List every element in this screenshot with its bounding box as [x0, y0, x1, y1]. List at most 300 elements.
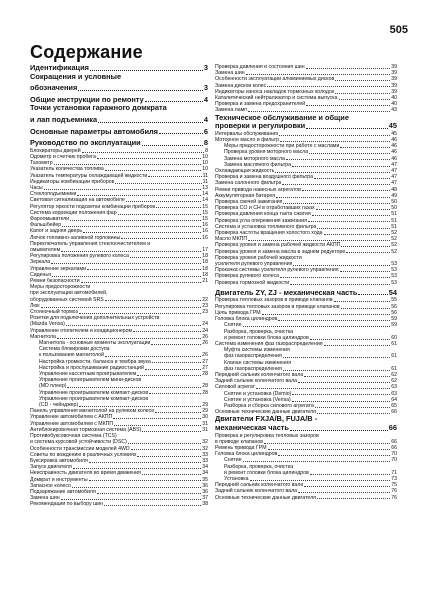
dot-leader	[79, 405, 201, 407]
toc-page-number: 33	[202, 457, 208, 464]
toc-entry-title: Моторное масло и фильтр	[215, 137, 279, 144]
dot-leader	[283, 369, 390, 371]
dot-leader	[306, 67, 391, 69]
toc-page-number: 28	[202, 371, 208, 378]
dot-leader	[346, 251, 390, 253]
dot-leader	[113, 417, 201, 419]
dot-leader	[317, 227, 390, 229]
dot-leader	[290, 283, 390, 285]
toc-page-number: 73	[391, 475, 397, 482]
toc-entry-title: Сиденья	[30, 271, 51, 278]
toc-page-number: 47	[391, 168, 397, 175]
toc-page-number: 6	[203, 127, 208, 136]
dot-leader	[155, 411, 201, 413]
dot-leader	[137, 374, 201, 376]
toc-entry-title: Замена салонного фильтра	[215, 180, 282, 187]
toc-entry-title: Система блокировки доступа	[39, 346, 110, 353]
toc-entry-title: Регулятор яркости подсветки комбинации приборов	[30, 203, 156, 210]
toc-page-number: 8	[203, 139, 208, 148]
toc-entry-title: Часы	[30, 184, 43, 191]
dot-leader	[334, 300, 391, 302]
toc-entry-title: Управление автомобилем с МКПП	[30, 420, 114, 427]
toc-entry-title: Проверка рулевого колеса	[215, 273, 280, 280]
toc-entry-title: Настройка и прослушивание радиостанций	[39, 364, 144, 371]
dot-leader	[142, 473, 201, 475]
dot-leader	[51, 262, 201, 264]
toc-page-number: 31	[202, 426, 208, 433]
toc-page-number: 55	[391, 297, 397, 304]
toc-entry-title: Световая сигнализация на автомобиле	[30, 197, 125, 204]
toc-entry-title: Основные технические данные двигателя	[215, 409, 316, 416]
toc-entry-title: Проверка тормозной жидкости	[215, 279, 290, 286]
toc-entry-title: Масло МКПП	[215, 236, 248, 243]
dot-leader	[267, 85, 390, 87]
toc-page-number: 36	[202, 482, 208, 489]
toc-entry-title: Запасное колесо	[30, 482, 71, 489]
dot-leader	[89, 461, 201, 463]
toc-entry-title: Капот и задняя дверь	[30, 228, 83, 235]
toc-page-number: 45	[391, 130, 397, 137]
toc-page-number: 14	[202, 191, 208, 198]
dot-leader	[89, 479, 202, 481]
dot-leader	[276, 196, 390, 198]
toc-page-number: 53	[391, 267, 397, 274]
toc-page-number: 27	[202, 364, 208, 371]
dot-leader	[316, 208, 391, 210]
toc-entry-title: Меры предосторожности	[30, 284, 91, 291]
toc-page-number: 23	[202, 302, 208, 309]
dot-leader	[282, 183, 390, 185]
toc-page-number: 47	[391, 180, 397, 187]
toc-page-number: 51	[391, 211, 397, 218]
dot-leader	[145, 100, 203, 102]
toc-entry-title: Ремни безопасности	[30, 278, 80, 285]
toc-page-number: 52	[391, 248, 397, 255]
toc-entry-title: Сокращения и условные	[30, 72, 122, 81]
dot-leader	[159, 132, 203, 134]
dot-leader	[243, 325, 391, 327]
toc-page-number: 18	[202, 253, 208, 260]
toc-entry-title: Проверка CO и CH в отработавших газах	[215, 205, 315, 212]
toc-entry-title: Аккумуляторная батарея	[215, 192, 276, 199]
toc-section-heading	[215, 424, 397, 433]
dot-leader	[41, 306, 202, 308]
toc-entry-title: Магнитола	[30, 333, 56, 340]
toc-section-heading	[215, 415, 397, 424]
toc-entry-title: Проверка уровня и замена масла в заднем редукторе	[215, 248, 346, 255]
dot-leader	[317, 412, 390, 414]
toc-page-number: 62	[391, 378, 397, 385]
toc-entry-title: Проверка и замена предохранителей	[215, 101, 306, 108]
dot-leader	[118, 213, 202, 215]
toc-entry-title: (Mazda Verisa)	[30, 321, 65, 328]
toc-entry-title: Лючок топливно-заливной горловины	[30, 234, 121, 241]
toc-page-number: 4	[203, 115, 208, 124]
dot-leader	[66, 324, 201, 326]
dot-leader	[90, 69, 203, 71]
toc-page-number: 15	[202, 209, 208, 216]
toc-entry-title: Управление проигрывателем компакт-дисков	[39, 389, 149, 396]
toc-page-number: 61	[391, 353, 397, 360]
toc-entry-title: Люк	[30, 302, 40, 309]
dot-leader	[97, 492, 201, 494]
page-number: 505	[389, 24, 408, 36]
toc-entry-title: Техническое обслуживание и общие	[215, 113, 349, 122]
toc-page-number: 10	[202, 160, 208, 167]
dot-leader	[67, 386, 201, 388]
toc-page-number: 18	[202, 271, 208, 278]
toc-entry-title: Охлаждающая жидкость	[215, 168, 275, 175]
toc-page-number: 47	[391, 174, 397, 181]
toc-entry-title: Индикаторы износа накладок тормозных колодок	[215, 88, 335, 95]
toc-page-number: 16	[202, 234, 208, 241]
dot-leader	[130, 256, 201, 258]
dot-leader	[358, 293, 387, 295]
toc-page-number: 66	[388, 423, 397, 432]
dot-leader	[79, 312, 201, 314]
toc-entry-title: Задний сальник коленчатого вала	[215, 378, 297, 385]
toc-entry-title: при эксплуатации автомобилей,	[30, 290, 108, 297]
toc-entry-title: Прокачка системы усилителя рулевого управления	[215, 267, 339, 274]
toc-entry-title: Муфта системы изменения	[224, 347, 290, 354]
dot-leader	[77, 194, 201, 196]
toc-entry-title: Фальшбейер	[30, 222, 62, 229]
toc-page-number: 14	[202, 197, 208, 204]
toc-section-heading	[30, 128, 208, 137]
toc-section-heading	[30, 96, 208, 105]
toc-entry-title: Управление зеркалами	[30, 265, 87, 272]
toc-section-heading	[30, 139, 208, 148]
toc-entry-title: Стеклоподъемники	[30, 191, 77, 198]
toc-entry-title: Замена дисков колес	[215, 82, 267, 89]
toc-page-number: 66	[391, 409, 397, 416]
dot-leader	[310, 473, 390, 475]
dot-leader	[70, 219, 201, 221]
toc-entry-title: Магнитола - основные моменты эксплуатации	[39, 340, 151, 347]
toc-entry-title: фаз газораспределения	[224, 353, 282, 360]
toc-entry-title: Панель управления магнитолой на рулевом колесе	[30, 408, 155, 415]
toc-entry-title: Каталитический нейтрализатор и система выпуска	[215, 95, 338, 102]
toc-entry-title: Регулировка положения рулевого колеса	[30, 253, 129, 260]
toc-page-number: 40	[391, 95, 397, 102]
dot-leader	[304, 375, 390, 377]
toc-page-number: 3	[203, 84, 208, 93]
toc-entry-title: Разборка, проверка, очистка	[224, 463, 294, 470]
toc-page-number: 56	[391, 309, 397, 316]
toc-page-number: 50	[391, 199, 397, 206]
toc-page-number: 21	[202, 278, 208, 285]
toc-page-number: 24	[202, 321, 208, 328]
dot-leader	[72, 486, 201, 488]
toc-entry-title: Неисправность двигателя во время движения	[30, 470, 141, 477]
dot-leader	[73, 467, 201, 469]
toc-page-number: 11	[202, 172, 208, 179]
toc-page-number: 28	[202, 389, 208, 396]
dot-leader	[339, 98, 391, 100]
toc-entry-title: Управление отопителем и кондиционером	[30, 327, 133, 334]
toc-entry-title: Снятие и установка (Demio)	[224, 390, 292, 397]
dot-leader	[278, 319, 390, 321]
toc-page-number: 22	[202, 296, 208, 303]
toc-entry-title: (CD - чейнджер)	[39, 402, 79, 409]
dot-leader	[256, 387, 390, 389]
toc-entry-title: Замена шин	[215, 70, 245, 77]
toc-page-number: 51	[391, 217, 397, 224]
toc-entry-title: Передний сальник коленчатого вала	[215, 482, 304, 489]
toc-entry-title: и ремонт головки блока цилиндров	[224, 334, 309, 341]
toc-entry-title: Розетки для подключения дополнительных устройств	[30, 315, 160, 322]
toc-entry-title: Меры предосторожности при работе с маслами	[224, 143, 340, 150]
dot-leader	[324, 344, 391, 346]
toc-entry-title: Тахометр	[30, 160, 53, 167]
toc-entry-title: и ремонт головки блока цилиндров	[224, 469, 309, 476]
toc-page-number: 37	[202, 495, 208, 502]
toc-entry-title: Замена ламп	[215, 107, 247, 114]
toc-entry-title: Снятие и установка (Verisa)	[224, 396, 291, 403]
dot-leader	[280, 140, 390, 142]
toc-page-number: 16	[202, 222, 208, 229]
toc-page-number: 35	[202, 476, 208, 483]
toc-page-number: 63	[391, 384, 397, 391]
toc-entry-title: в приводе клапанов	[215, 438, 264, 445]
toc-page-number: 34	[202, 470, 208, 477]
toc-page-number: 62	[391, 371, 397, 378]
toc-page-number: 46	[391, 143, 397, 150]
toc-entry-title: Управление проигрывателем компакт-дисков	[39, 395, 149, 402]
toc-entry-title: Противобуксовочная система (TCS)	[30, 433, 117, 440]
toc-section-heading	[30, 64, 208, 73]
toc-entry-title: Головка блока цилиндров	[215, 316, 278, 323]
dot-leader	[340, 270, 391, 272]
toc-entry-title: Система и установка топливного фильтра	[215, 223, 317, 230]
dot-leader	[335, 92, 390, 94]
toc-entry-title: Настройка громкости, баланса и тембра звука	[39, 358, 151, 365]
dot-leader	[114, 424, 201, 426]
dot-leader	[298, 491, 390, 493]
toc-entry-title: Система изменения фаз газораспределения	[215, 340, 323, 347]
toc-page-number: 39	[391, 64, 397, 70]
toc-page-number: 53	[391, 273, 397, 280]
dot-leader	[145, 368, 201, 370]
dot-leader	[309, 152, 390, 154]
toc-entry-title: Идентификация	[30, 64, 89, 72]
dot-leader	[280, 276, 390, 278]
dot-leader	[312, 214, 391, 216]
toc-page-number: 71	[391, 469, 397, 476]
dot-leader	[82, 151, 204, 153]
toc-entry-title: и система курсовой устойчивости (DSC)	[30, 439, 127, 446]
toc-page-number: 26	[202, 352, 208, 359]
toc-entry-title: Зеркала	[30, 259, 51, 266]
toc-entry-title: Проверка уровня моторного масла	[224, 149, 309, 156]
dot-leader	[131, 448, 202, 450]
toc-page-number: 66	[391, 444, 397, 451]
toc-entry-title: Двигатель ZY, ZJ - механическая часть	[215, 288, 358, 297]
toc-page-number: 39	[391, 82, 397, 89]
dot-leader	[115, 182, 201, 184]
toc-entry-title: Указатель температуры охлаждающей жидкости	[30, 172, 148, 179]
toc-entry-title: Снятие	[224, 322, 242, 329]
toc-entry-title: проверки и регулировки	[215, 122, 306, 131]
dot-leader	[137, 455, 201, 457]
dot-leader	[315, 406, 391, 408]
toc-entry-title: Особенности эксплуатации алюминиевых дисков	[215, 76, 335, 83]
dot-leader	[61, 250, 201, 252]
toc-entry-title: Клапан системы изменения	[224, 359, 292, 366]
toc-entry-title: Головка блока цилиндров	[215, 451, 278, 458]
toc-page-number: 33	[202, 451, 208, 458]
toc-page-number: 39	[391, 88, 397, 95]
toc-entry-title: усилителя рулевого управления	[215, 261, 293, 268]
toc-entry-title: Домкрат и инструменты	[30, 476, 88, 483]
toc-page-number: 43	[391, 107, 397, 114]
toc-page-number: 61	[391, 365, 397, 372]
dot-leader	[264, 442, 390, 444]
toc-page-number: 32	[202, 445, 208, 452]
dot-leader	[62, 225, 201, 227]
toc-entry-title: Замена моторного масла	[224, 155, 285, 162]
toc-page-number: 60	[391, 334, 397, 341]
dot-leader	[250, 479, 391, 481]
toc-page-number: 17	[202, 247, 208, 253]
toc-entry-title: Управление автомобилем с АКПП	[30, 414, 113, 421]
toc-entry-title: Проверка частоты вращения холостого хода	[215, 230, 323, 237]
dot-leader	[54, 163, 201, 165]
toc-page-number: 18	[202, 259, 208, 266]
toc-page-number: 3	[203, 64, 208, 72]
dot-leader	[306, 127, 388, 129]
dot-leader	[87, 268, 201, 270]
dot-leader	[149, 392, 201, 394]
toc-page-number: 16	[202, 228, 208, 235]
toc-entry-title: оборудованных системой SRS	[30, 296, 104, 303]
toc-entry-title: Снятие	[224, 457, 242, 464]
toc-page-number: 46	[391, 137, 397, 144]
dot-leader	[156, 206, 201, 208]
toc-page-number: 53	[391, 261, 397, 268]
toc-entry-title: Интервалы обслуживания	[215, 130, 279, 137]
toc-page-number: 24	[202, 327, 208, 334]
toc-page-number: 52	[391, 236, 397, 243]
toc-page-number: 64	[391, 396, 397, 403]
dot-leader	[248, 110, 390, 112]
toc-entry-title: Советы по вождению в различных условиях	[30, 451, 137, 458]
toc-entry-title: Проверка тепловых зазоров в приводе клапанов	[215, 297, 333, 304]
toc-page-number: 23	[202, 309, 208, 316]
toc-entry-title: Подзаряжание автомобиля	[30, 488, 96, 495]
toc-entry-title: Особенности трансмиссии моделей 4WD	[30, 445, 130, 452]
toc-entry-title: Цепь привода ГРМ	[215, 309, 261, 316]
dot-leader	[61, 498, 202, 500]
toc-page-number: 15	[202, 215, 208, 222]
toc-page-number: 66	[391, 438, 397, 445]
toc-entry	[215, 280, 397, 286]
toc-entry-title: Двигатели FXJA/B, FUJA/B -	[215, 415, 318, 424]
dot-leader	[142, 430, 201, 432]
toc-entry-title: Ремень привода ГРМ	[215, 444, 267, 451]
dot-leader	[105, 355, 201, 357]
toc-entry-title: Проверка свечей зажигания	[215, 199, 283, 206]
toc-entry-title: Разборка, проверка, очистка	[224, 328, 294, 335]
toc-page-number: 31	[202, 420, 208, 427]
toc-page-number: 49	[391, 192, 397, 199]
toc-entry-title: Силовой агрегат	[215, 384, 256, 391]
toc-entry-title: Управление кассетным проигрывателем	[39, 371, 137, 378]
toc-page-number: 40	[391, 101, 397, 108]
toc-entry-title: Установка	[224, 475, 249, 482]
dot-leader	[142, 144, 203, 146]
dot-leader	[121, 237, 201, 239]
dot-leader	[262, 313, 391, 315]
dot-leader	[283, 356, 390, 358]
toc-page-number: 59	[391, 316, 397, 323]
toc-entry-title: Проверка уровня и замена рабочей жидкости АКПП	[215, 242, 341, 249]
toc-entry-title: Проверка и замена воздушного фильтра	[215, 174, 313, 181]
toc-entry-title: Буксировка автомобиля	[30, 457, 88, 464]
dot-leader	[302, 189, 390, 191]
toc-entry-title: Разборка и сборка силового агрегата	[224, 402, 314, 409]
toc-page-number: 13	[202, 184, 208, 191]
toc-section-heading	[30, 116, 208, 125]
toc-page-number: 47	[391, 161, 397, 168]
dot-leader	[275, 171, 390, 173]
dot-leader	[148, 175, 201, 177]
toc-page-number: 32	[202, 439, 208, 446]
dot-leader	[290, 429, 388, 431]
toc-page-number: 29	[202, 408, 208, 415]
toc-page-number: 53	[391, 279, 397, 286]
toc-entry	[215, 495, 397, 501]
dot-leader	[306, 104, 390, 106]
dot-leader	[292, 165, 390, 167]
toc-page-number: 63	[391, 390, 397, 397]
toc-entry-title: Стояночный тормоз	[30, 309, 78, 316]
dot-leader	[308, 220, 390, 222]
dot-leader	[340, 146, 390, 148]
toc-page-number: 75	[391, 482, 397, 489]
toc-section-heading	[215, 114, 397, 123]
dot-leader	[298, 381, 390, 383]
toc-entry-title: Блокираторы дверей	[30, 147, 81, 154]
toc-entry-title: к пользованию магнитолой	[39, 352, 104, 359]
toc-page-number: 52	[391, 242, 397, 249]
toc-page-number: 11	[202, 178, 208, 185]
dot-leader	[286, 158, 390, 160]
toc-page-number: 59	[391, 322, 397, 329]
toc-entry-title: Проверка угла опережения зажигания	[215, 217, 307, 224]
toc-entry-title: Передний сальник коленчатого вала	[215, 371, 304, 378]
toc-entry-title: Руководство по эксплуатации	[30, 139, 141, 148]
toc-page-number: 4	[203, 95, 208, 104]
toc-right-column	[215, 64, 397, 501]
toc-page-number: 56	[391, 303, 397, 310]
toc-section-heading	[215, 122, 397, 131]
toc-page-number: 18	[202, 265, 208, 272]
toc-page-number: 65	[391, 402, 397, 409]
toc-section-heading	[30, 84, 208, 93]
toc-entry-title: Одометр и счетчик пробега	[30, 153, 96, 160]
toc-entry-title: Замена масляного фильтра	[224, 161, 292, 168]
toc-page-number: 15	[202, 203, 208, 210]
toc-entry-title: Проверка давления конца такта сжатия	[215, 211, 311, 218]
toc-entry-title: Задний сальник коленчатого вала	[215, 488, 297, 495]
dot-leader	[324, 233, 391, 235]
toc-entry-title: Индикаторы комбинации приборов	[30, 178, 115, 185]
toc-page-number: 38	[202, 501, 208, 508]
toc-entry-title: (MD плеер)	[39, 383, 67, 390]
toc-entry-title: Проверка давления и состояния шин	[215, 64, 305, 70]
toc-page-number: 26	[202, 333, 208, 340]
